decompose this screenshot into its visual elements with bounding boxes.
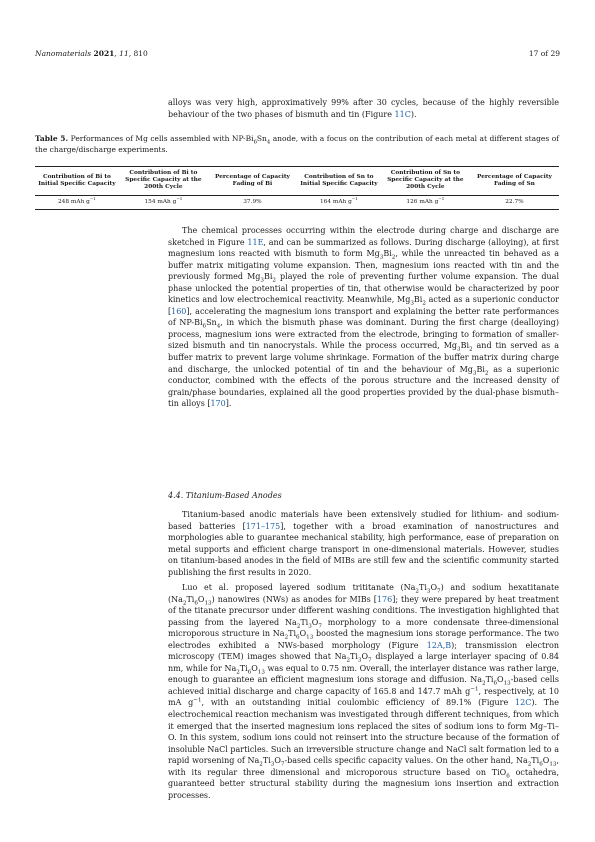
figure-link[interactable]: 12A,B — [426, 640, 452, 650]
journal-year: 2021 — [93, 49, 115, 58]
table-cell: 22.7% — [470, 195, 559, 209]
table-cell: 126 mAh $g^{-1}$ — [381, 195, 470, 209]
reference-link[interactable]: 170 — [210, 399, 226, 409]
table-header-cell: Percentage of Capacity Fading of Bi — [208, 167, 297, 196]
table-caption: Table 5. Performances of Mg cells assembled with $NP-Bi_6Sn_4$ anode, with a focus on the contribution of each metal at different stages of the charge/discharge experiments. — [35, 134, 559, 154]
table-cell: 37.9% — [208, 195, 297, 209]
table-cell: 164 mAh $g^{-1}$ — [297, 195, 381, 209]
journal-name: Nanomaterials — [35, 49, 92, 58]
reference-link[interactable]: 176 — [376, 594, 393, 604]
table-cell: 248 mAh $g^{-1}$ — [35, 195, 119, 209]
table-cell: 154 mAh $g^{-1}$ — [119, 195, 208, 209]
table-row — [35, 195, 559, 209]
luo-paragraph: Luo et al. proposed layered sodium trititanate $(Na_2Ti_3O_7)$ and sodium hexatitanate $(Na_2Ti_6O_{13})$ nanowires (NWs) as anodes for MIBs [176]; they were prepared by heat treatment of the titanate precursor under different washing conditions. The investigation highlighted that passing from the layered $Na_2Ti_3O_7$ morphology to a more condensate three-dimensional microporous structure in $Na_2Ti_6O_{13}$ boosted the magnesium ions storage performance. The two electrodes exhibited a NWs-based morphology (Figure 12A,B); transmission electron microscopy (TEM) images showed that $Na_2Ti_3O_7$ displayed a large interlayer spacing of 0.84 nm, while for $Na_2Ti_6O_{13}$ was equal to 0.75 nm. Overall, the interlayer distance was rather large, enough to guarantee an efficient magnesium ions storage and diffusion. $Na_2Ti_6O_{13}$-based cells achieved initial discharge and charge capacity of 165.8 and 147.7 mAh $g^{-1}$, respectively, at 10 mA $g^{-1}$, with an outstanding initial coulombic efficiency of 89.1% (Figure 12C). The electrochemical reaction mechanism was investigated through different techniques, from which it emerged that the inserted magnesium ions replaced the sites of sodium ions to form Mg–Ti–O. In this system, sodium ions could not reinsert into the structure because of the formation of insoluble NaCl particles. Such an irreversible structure change and NaCl salt formation led to a rapid worsening of $Na_2Ti_3O_7$-based cells specific capacity values. On the other hand, $Na_2Ti_6O_{13}$, with its regular three dimensional and microporous structure based on TiO$_6$ octahedra, guaranteed better structural stability during the magnesium ions insertion and extraction processes. — [168, 583, 560, 800]
table-label: Table 5. — [35, 134, 69, 143]
table-header-cell: Contribution of Sn to Specific Capacity at the 200th Cycle — [381, 167, 470, 196]
titanium-paragraph: Titanium-based anodic materials have been extensively studied for lithium- and sodium-based batteries [171–175], together with a broad examination of nanostructures and morphologies able to guarantee mechanical stability, high performance, ease of preparation on metal supports and efficient charge transport in one-dimensional materials. However, studies on titanium-based anodes in the field of MIBs are still few and the scientific community started publishing the first results in 2020. — [168, 510, 559, 577]
article-number: 810 — [133, 49, 148, 58]
figure-link[interactable]: 11E — [247, 237, 264, 247]
table-header-cell: Percentage of Capacity Fading of Sn — [470, 167, 559, 196]
figure-link[interactable]: 12C — [515, 698, 532, 708]
chemical-processes-paragraph: The chemical processes occurring within the electrode during charge and discharge are sketched in Figure 11E, and can be summarized as follows. During discharge (alloying), at first magnesium ions reacted with bismuth to form $Mg_3Bi_2$, while the unreacted tin behaved as a buffer matrix mitigating volume expansion. Then, magnesium ions reacted with tin and the previously formed $Mg_3Bi_2$ played the role of preventing further volume expansion. The dual phase unlocked the potential properties of tin, that otherwise would be characterized by poor kinetics and low electrochemical reactivity. Meanwhile, $Mg_3Bi_2$ acted as a superionic conductor [160], accelerating the magnesium ions transport and explaining the better rate performances of $NP-Bi_6Sn_4$, in which the bismuth phase was dominant. During the first charge (dealloying) process, magnesium ions were extracted from the electrode, bringing to formation of smaller-sized bismuth and tin nanocrystals. While the process occurred, $Mg_3Bi_2$ and tin served as a buffer matrix to prevent large volume shrinkage. Formation of the buffer matrix during charge and discharge, the unlocked potential of tin and the behaviour of $Mg_3Bi_2$ as a superionic conductor, combined with the effects of the porous structure and the increased density of grain/phase boundaries, explained all the good properties provided by the dual-phase bismuth–tin alloys [170]. — [168, 226, 560, 409]
page-header — [35, 49, 560, 61]
figure-link[interactable]: 11C — [394, 109, 411, 119]
table-header-cell: Contribution of Bi to Initial Specific Capacity — [35, 167, 119, 196]
table-header-cell: Contribution of Bi to Specific Capacity at the 200th Cycle — [119, 167, 208, 196]
table-header-cell: Contribution of Sn to Initial Specific Capacity — [297, 167, 381, 196]
table-5 — [35, 166, 559, 210]
page-number: 17 of 29 — [528, 49, 560, 58]
journal-volume: 11 — [119, 49, 129, 58]
reference-link[interactable]: 171–175 — [245, 521, 281, 531]
section-title: 4.4. Titanium-Based Anodes — [168, 491, 282, 500]
reference-link[interactable]: 160 — [171, 306, 187, 316]
table-header-row — [35, 167, 559, 196]
intro-paragraph: alloys was very high, approximatively 99% after 30 cycles, because of the highly reversible behaviour of the two phases of bismuth and tin (Figure 11C). — [168, 98, 559, 119]
journal-citation: Nanomaterials 2021, 11, 810 — [35, 49, 148, 58]
